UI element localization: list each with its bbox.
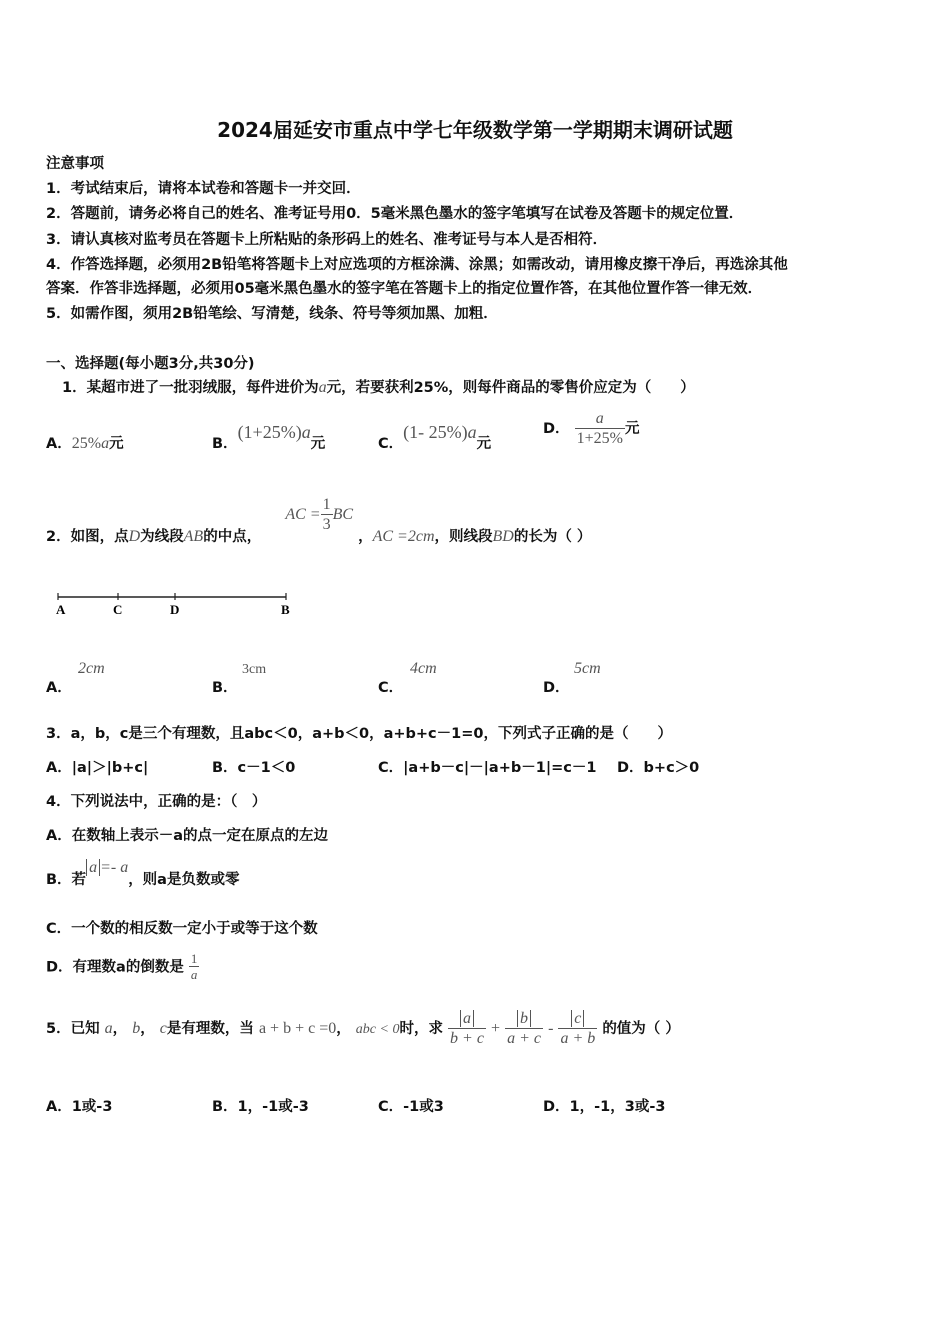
math-var: a — [318, 379, 327, 396]
q1-option-a[interactable]: A．25%a元 — [46, 435, 124, 452]
notice-item: 3．请认真核对监考员在答题卡上所粘贴的条形码上的姓名、准考证号与本人是否相符． — [46, 232, 608, 248]
segment-figure — [50, 588, 300, 620]
q2-option-b-label[interactable]: B． — [212, 680, 238, 696]
q3-option-d[interactable]: D．b+c＞0 — [617, 760, 700, 776]
point-label-a: A — [56, 602, 66, 617]
page-title: 2024届延安市重点中学七年级数学第一学期期末调研试题 — [217, 118, 733, 142]
q1-option-b[interactable]: B．(1+25%)a元 — [212, 422, 326, 452]
fraction: $\frac{b}{a + c}$ — [507, 1010, 541, 1047]
notice-item: 4．作答选择题，必须用2B铅笔将答题卡上对应选项的方框涂满、涂黑；如需改动，请用橡皮擦干净后，再选涂其他 — [46, 257, 788, 273]
q1-option-c[interactable]: C．(1- 25%)a元 — [378, 422, 492, 452]
q2-option-d-value: 5cm — [574, 660, 601, 677]
q3-option-a[interactable]: A．|a|＞|b+c| — [46, 760, 149, 776]
q1-option-d[interactable]: D． $\frac{a}{1+25\%}$ 元 — [543, 410, 640, 447]
notice-item: 答案．作答非选择题，必须用05毫米黑色墨水的签字笔在答题卡上的指定位置作答，在其他位置作答一律无效． — [46, 281, 763, 297]
q2-option-d-label[interactable]: D． — [543, 680, 570, 696]
fraction: $\frac{1}{3}$ — [322, 496, 331, 533]
q3-option-b[interactable]: B．c－1＜0 — [212, 760, 296, 776]
q5-option-a[interactable]: A．1或-3 — [46, 1099, 113, 1115]
q5-option-c[interactable]: C．-1或3 — [378, 1099, 444, 1115]
point-label-b: B — [281, 602, 290, 617]
point-label-d: D — [170, 602, 180, 617]
q2-option-c-value: 4cm — [410, 660, 437, 677]
q5-option-d[interactable]: D．1，-1，3或-3 — [543, 1099, 666, 1115]
question-3-stem: 3．a，b，c是三个有理数，且abc＜0，a+b＜0，a+b+c－1=0，下列式子正确的是（ ） — [46, 726, 672, 742]
notice-item: 2．答题前，请务必将自己的姓名、准考证号用0．5毫米黑色墨水的签字笔填写在试卷及答题卡的规定位置． — [46, 206, 744, 222]
notice-heading: 注意事项 — [46, 156, 104, 172]
notice-item: 5．如需作图，须用2B铅笔绘、写清楚，线条、符号等须加黑、加粗． — [46, 306, 498, 322]
question-2-stem: 2．如图，点D为线段AB的中点， AC = $\frac{1}{3}$ BC ，AC =2cm，则线段BD的长为（ ） — [46, 496, 592, 545]
q4-option-c[interactable]: C．一个数的相反数一定小于或等于这个数 — [46, 921, 318, 937]
q2-option-a-value: 2cm — [78, 660, 105, 677]
q5-option-b[interactable]: B．1，-1或-3 — [212, 1099, 309, 1115]
q2-option-a-label[interactable]: A． — [46, 680, 72, 696]
fraction: $\frac{a}{b + c}$ — [450, 1010, 484, 1047]
q2-option-c-label[interactable]: C． — [378, 680, 404, 696]
q2-option-b-value: 3cm — [242, 662, 267, 677]
fraction: $\frac{1}{a}$ — [190, 951, 198, 983]
q4-option-d[interactable]: D．有理数a的倒数是 $\frac{1}{a}$ — [46, 951, 198, 983]
section-heading: 一、选择题(每小题3分,共30分) — [46, 356, 255, 372]
fraction: $\frac{a}{1+25\%}$ — [576, 410, 623, 447]
question-1-stem: 1．某超市进了一批羽绒服，每件进价为a元，若要获利25%，则每件商品的零售价应定为（ ） — [62, 379, 695, 396]
question-5-stem: 5．已知 a， b， c是有理数，当 a + b + c =0， abc < 0时，求 $\frac{a}{b + c}$ + $\frac{b}{a + c}$ - $\frac{c}{a + b}$ 的值为（ ） — [46, 1010, 680, 1047]
notice-item: 1．考试结束后，请将本试卷和答题卡一并交回． — [46, 181, 361, 197]
question-4-stem: 4．下列说法中，正确的是：（ ） — [46, 794, 267, 810]
q4-option-b[interactable]: B．若a =- a，则a是负数或零 — [46, 859, 240, 888]
point-label-c: C — [113, 602, 123, 617]
q4-option-a[interactable]: A．在数轴上表示－a的点一定在原点的左边 — [46, 828, 329, 844]
fraction: $\frac{c}{a + b}$ — [560, 1010, 596, 1047]
q3-option-c[interactable]: C．|a+b－c|－|a+b－1|=c－1 — [378, 760, 597, 776]
